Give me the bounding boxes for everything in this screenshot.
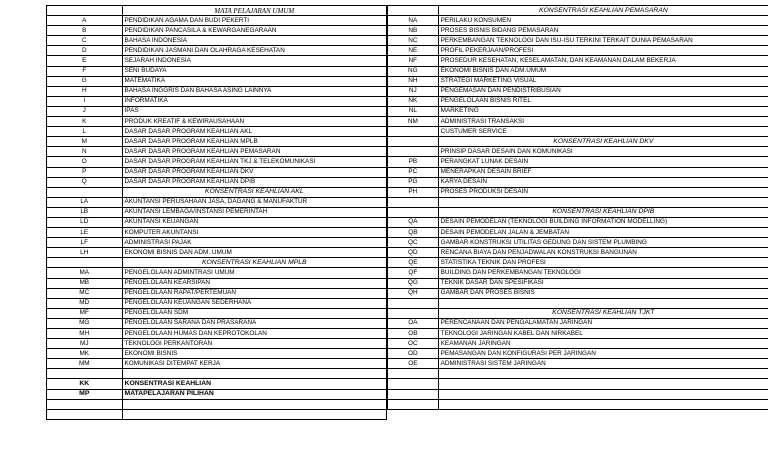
subject-code: PB (388, 157, 439, 167)
subject-row (388, 117, 768, 127)
subject-name: TEKNOLOGI PERKANTORAN (122, 339, 386, 349)
subject-name: IPAS (122, 106, 386, 116)
subject-row (47, 127, 387, 137)
subject-code: OB (388, 329, 439, 339)
header-code-cell (47, 258, 123, 268)
blank-row (388, 389, 768, 399)
subject-code: QB (388, 228, 439, 238)
subject-code: NE (388, 46, 439, 56)
subject-row (47, 349, 387, 359)
right-table-body (388, 6, 768, 410)
empty-cell (388, 389, 439, 399)
subject-name: PENGELOLAAN HUMAS DAN KEPROTOKOLAN (122, 329, 386, 339)
subject-row (388, 36, 768, 46)
empty-cell (438, 369, 768, 379)
subject-row (47, 298, 387, 308)
subject-row (388, 86, 768, 96)
header-code-cell (388, 137, 439, 147)
subject-row (388, 66, 768, 76)
empty-cell (438, 379, 768, 389)
subject-name: PROSES PRODUKSI DESAIN (438, 187, 768, 197)
subject-name: PENDIDIKAN AGAMA DAN BUDI PEKERTI (122, 16, 386, 26)
left-table-section (46, 5, 387, 420)
subject-name: PENGELOLAAN ADMINTRASI UMUM (122, 268, 386, 278)
section-header-row (47, 258, 387, 268)
subject-code: NA (388, 16, 439, 26)
subject-name: AKUNTANSI PERUSAHAAN JASA, DAGANG & MANUFAKTUR (122, 197, 386, 207)
section-header-row (388, 207, 768, 217)
subject-code: MK (47, 349, 123, 359)
subject-code: MF (47, 308, 123, 318)
subject-code: NK (388, 96, 439, 106)
subject-code: LB (47, 207, 123, 217)
subject-code: O (47, 157, 123, 167)
blank-row (388, 369, 768, 379)
subject-code: PH (388, 187, 439, 197)
empty-cell (47, 369, 123, 379)
subject-row (47, 359, 387, 369)
subject-row (47, 157, 387, 167)
subject-row (388, 278, 768, 288)
left-table-body (47, 6, 387, 420)
subject-row (388, 248, 768, 258)
empty-cell (388, 369, 439, 379)
subject-row (388, 46, 768, 56)
subject-row (388, 238, 768, 248)
subject-code: MH (47, 329, 123, 339)
subject-code: QF (388, 268, 439, 278)
subject-code: QA (388, 217, 439, 227)
subject-name: KONSENTRASI KEAHLIAN (122, 379, 386, 389)
header-code-cell (47, 6, 123, 16)
subject-code: LE (47, 228, 123, 238)
subject-code: PC (388, 167, 439, 177)
subject-name: DESAIN PEMODELAN JALAN & JEMBATAN (438, 228, 768, 238)
subject-row (47, 36, 387, 46)
subject-code: QH (388, 288, 439, 298)
subject-code: F (47, 66, 123, 76)
blank-row (388, 298, 768, 308)
subject-row (388, 157, 768, 167)
subject-name: PENGELOLAAN BISNIS RITEL (438, 96, 768, 106)
header-code-cell (388, 207, 439, 217)
subject-row (47, 379, 387, 389)
subject-code: NM (388, 117, 439, 127)
subject-row (47, 217, 387, 227)
subject-code: OE (388, 359, 439, 369)
subject-name: SENI BUDAYA (122, 66, 386, 76)
subject-row (47, 16, 387, 26)
subject-name: MENERAPKAN DESAIN BRIEF (438, 167, 768, 177)
subject-name: PENGEMASAN DAN PENDISTRIBUSIAN (438, 86, 768, 96)
header-code-cell (388, 308, 439, 318)
subject-code: LD (47, 217, 123, 227)
empty-cell (438, 399, 768, 409)
subject-row (388, 56, 768, 66)
subject-name: GAMBAR KONSTRUKSI UTILITAS GEDUNG DAN SISTEM PLUMBING (438, 238, 768, 248)
subject-code: QD (388, 248, 439, 258)
subject-name: EKONOMI BISNIS DAN ADM. UMUM (122, 248, 386, 258)
subject-code: NF (388, 56, 439, 66)
empty-cell (438, 389, 768, 399)
blank-row (47, 369, 387, 379)
subject-code (388, 147, 439, 157)
subject-name: KARYA DESAIN (438, 177, 768, 187)
section-header-label: KONSENTRASI KEAHLIAN PEMASARAN (438, 6, 768, 16)
subject-name: DASAR DASAR PROGRAM KEAHLIAN AKL (122, 127, 386, 137)
general-subjects-table (46, 5, 387, 420)
section-header-label: KONSENTRASI KEAHLIAN AKL (122, 187, 386, 197)
subject-code: LH (47, 248, 123, 258)
subject-code: NG (388, 66, 439, 76)
subject-name: PRODUK KREATIF & KEWIRAUSAHAAN (122, 117, 386, 127)
subject-row (47, 26, 387, 36)
empty-cell (47, 409, 123, 419)
subject-name: SEJARAH INDONESIA (122, 56, 386, 66)
subject-code: N (47, 147, 123, 157)
subject-row (388, 127, 768, 137)
header-code-cell (47, 187, 123, 197)
empty-cell (388, 197, 439, 207)
subject-code: OA (388, 318, 439, 328)
subject-row (47, 278, 387, 288)
subject-code: L (47, 127, 123, 137)
subject-row (47, 86, 387, 96)
empty-cell (388, 379, 439, 389)
subject-row (388, 16, 768, 26)
subject-code: LA (47, 197, 123, 207)
subject-name: PENGELOLAAN RAPAT/PERTEMUAN (122, 288, 386, 298)
subject-row (47, 238, 387, 248)
subject-name: PENGELOLAAN SARANA DAN PRASARANA (122, 318, 386, 328)
subject-code: KK (47, 379, 123, 389)
subject-code: LF (47, 238, 123, 248)
subject-name: BAHASA INDONESIA (122, 36, 386, 46)
subject-row (47, 46, 387, 56)
empty-cell (122, 399, 386, 409)
empty-cell (438, 298, 768, 308)
subject-row (388, 217, 768, 227)
subject-row (388, 268, 768, 278)
subject-name: EKONOMI BISNIS (122, 349, 386, 359)
empty-cell (47, 399, 123, 409)
subject-code: QE (388, 258, 439, 268)
subject-row (388, 318, 768, 328)
subject-code: OD (388, 349, 439, 359)
subject-name: PERENCANAAN DAN PENGALAMATAN JARINGAN (438, 318, 768, 328)
empty-cell (388, 298, 439, 308)
subject-code: J (47, 106, 123, 116)
subject-code: QG (388, 278, 439, 288)
subject-row (388, 147, 768, 157)
subject-row (388, 177, 768, 187)
subject-name: DASAR DASAR PROGRAM KEAHLIAN MPLB (122, 137, 386, 147)
subject-code: D (47, 46, 123, 56)
subject-code: OC (388, 339, 439, 349)
subject-row (388, 96, 768, 106)
subject-code: MP (47, 389, 123, 399)
section-header-row (388, 308, 768, 318)
section-header-label: MATA PELAJARAN UMUM (122, 6, 386, 16)
subject-code: G (47, 76, 123, 86)
subject-name: TEKNIK DASAR DAN SPESIFIKASI (438, 278, 768, 288)
subject-code: E (47, 56, 123, 66)
subject-code: NH (388, 76, 439, 86)
subject-row (388, 26, 768, 36)
subject-row (47, 197, 387, 207)
subject-name: GAMBAR DAN PROSES BISNIS (438, 288, 768, 298)
subject-name: PERILAKU KONSUMEN (438, 16, 768, 26)
subject-code: MJ (47, 339, 123, 349)
subject-code: PG (388, 177, 439, 187)
subject-name: RENCANA BIAYA DAN PENJADWALAN KONSTRUKSI BANGUNAN (438, 248, 768, 258)
subject-name: PENGELOLAAN KEARSIPAN (122, 278, 386, 288)
subject-row (47, 96, 387, 106)
subject-name: BAHASA INGGRIS DAN BAHASA ASING LAINNYA (122, 86, 386, 96)
subject-row (388, 288, 768, 298)
subject-name: AKUNTANSI LEMBAGA/INSTANSI PEMERINTAH (122, 207, 386, 217)
subject-row (388, 167, 768, 177)
section-header-row (47, 187, 387, 197)
section-header-row (47, 6, 387, 16)
subject-row (47, 137, 387, 147)
subject-row (47, 268, 387, 278)
subject-name: MATEMATIKA (122, 76, 386, 86)
subject-name: DASAR DASAR PROGRAM KEAHLIAN DKV (122, 167, 386, 177)
subject-name: CUSTUMER SERVICE (438, 127, 768, 137)
subject-name: KOMPUTER AKUNTANSI (122, 228, 386, 238)
subject-code: MA (47, 268, 123, 278)
empty-cell (388, 399, 439, 409)
empty-cell (438, 197, 768, 207)
subject-name: PERANGKAT LUNAK DESAIN (438, 157, 768, 167)
subject-row (47, 76, 387, 86)
subject-name: STRATEGI MARKETING VISUAL (438, 76, 768, 86)
subject-name: PROFIL PEKERJAAN/PROFESI (438, 46, 768, 56)
subject-name: PENGELOLAAN KEUANGAN SEDERHANA (122, 298, 386, 308)
subject-name: ADMINISTRASI PAJAK (122, 238, 386, 248)
subject-name: STATISTIKA TEKNIK DAN PROFESI (438, 258, 768, 268)
subject-name: PRINSIP DASAR DESAIN DAN KOMUNIKASI (438, 147, 768, 157)
subject-row (388, 339, 768, 349)
section-header-label: KONSENTRASI KEAHLIAN TJKT (438, 308, 768, 318)
header-code-cell (388, 6, 439, 16)
subject-code: NB (388, 26, 439, 36)
blank-row (388, 379, 768, 389)
subject-name: MARKETING (438, 106, 768, 116)
subject-row (47, 339, 387, 349)
subject-name: DASAR DASAR PROGRAM KEAHLIAN DPIB (122, 177, 386, 187)
subject-name: DASAR DASAR PROGRAM KEAHLIAN PEMASARAN (122, 147, 386, 157)
empty-cell (122, 369, 386, 379)
subject-row (388, 349, 768, 359)
subject-code: MG (47, 318, 123, 328)
subject-row (47, 248, 387, 258)
subject-row (388, 359, 768, 369)
subject-name: EKONOMI BISNIS DAN ADM.UMUM (438, 66, 768, 76)
subject-code (388, 127, 439, 137)
blank-row (47, 399, 387, 409)
subject-row (47, 117, 387, 127)
subject-code: MB (47, 278, 123, 288)
right-table-section (387, 5, 768, 410)
subject-name: INFORMATIKA (122, 96, 386, 106)
section-header-row (388, 6, 768, 16)
subject-row (47, 288, 387, 298)
subject-code: B (47, 26, 123, 36)
subject-name: PEMASANGAN DAN KONFIGURASI PER JARINGAN (438, 349, 768, 359)
subject-row (388, 329, 768, 339)
subject-name: AKUNTANSI KEUANGAN (122, 217, 386, 227)
subject-row (47, 308, 387, 318)
blank-row (388, 197, 768, 207)
subject-code: NC (388, 36, 439, 46)
subject-row (47, 66, 387, 76)
subject-row (47, 318, 387, 328)
subject-name: PENGELOLAAN SDM (122, 308, 386, 318)
subject-row (47, 167, 387, 177)
subject-row (47, 56, 387, 66)
subject-name: DASAR DASAR PROGRAM KEAHLIAN TKJ & TELEKOMUNIKASI (122, 157, 386, 167)
subject-row (47, 177, 387, 187)
subject-name: DESAIN PEMODELAN (TEKNOLOGI BUILDING INFORMATION MODELLING) (438, 217, 768, 227)
blank-row (47, 409, 387, 419)
subject-name: PERKEMBANGAN TEKNOLOGI DAN ISU-ISU TERKINI TERKAIT DUNIA PEMASARAN (438, 36, 768, 46)
subject-name: PENDIDIKAN PANCASILA & KEWARGANEGARAAN (122, 26, 386, 36)
subject-code: A (47, 16, 123, 26)
subject-code: MC (47, 288, 123, 298)
concentration-subjects-table (387, 5, 768, 410)
subject-name: PROSEDUR KESEHATAN, KESELAMATAN, DAN KEAMANAN DALAM BEKERJA (438, 56, 768, 66)
subject-code: H (47, 86, 123, 96)
section-header-row (388, 137, 768, 147)
subject-row (388, 106, 768, 116)
subject-name: PROSES BISNIS BIDANG PEMASARAN (438, 26, 768, 36)
subject-row (47, 207, 387, 217)
subject-code: Q (47, 177, 123, 187)
subject-name: KOMUNIKASI DITEMPAT KERJA (122, 359, 386, 369)
subject-row (388, 187, 768, 197)
subject-code: P (47, 167, 123, 177)
subject-row (47, 147, 387, 157)
subject-row (47, 228, 387, 238)
subject-name: KEAMANAN JARINGAN (438, 339, 768, 349)
subject-row (388, 258, 768, 268)
subject-code: NL (388, 106, 439, 116)
subject-code: C (47, 36, 123, 46)
subject-name: PENDIDIKAN JASMANI DAN OLAHRAGA KESEHATAN (122, 46, 386, 56)
subject-row (388, 228, 768, 238)
subject-code: K (47, 117, 123, 127)
subject-row (388, 76, 768, 86)
subject-name: ADMINISTRASI SISTEM JARINGAN (438, 359, 768, 369)
subject-code: QC (388, 238, 439, 248)
subject-name: TEKNOLOGI JARINGAN KABEL DAN NIRKABEL (438, 329, 768, 339)
subject-name: BUILDING DAN PERKEMBANGAN TEKNOLOGI (438, 268, 768, 278)
subject-code: I (47, 96, 123, 106)
subject-code: M (47, 137, 123, 147)
section-header-label: KONSENTRASI KEAHLIAN DKV (438, 137, 768, 147)
subject-code: MM (47, 359, 123, 369)
subject-name: MATAPELAJARAN PILIHAN (122, 389, 386, 399)
blank-row (388, 399, 768, 409)
subject-name: ADMINISTRASI TRANSAKSI (438, 117, 768, 127)
subject-row (47, 389, 387, 399)
subject-code: NJ (388, 86, 439, 96)
subject-code: MD (47, 298, 123, 308)
subject-row (47, 329, 387, 339)
subject-row (47, 106, 387, 116)
empty-cell (122, 409, 386, 419)
section-header-label: KONSENTRASI KEAHLIAN MPLB (122, 258, 386, 268)
section-header-label: KONSENTRASI KEAHLIAN DPIB (438, 207, 768, 217)
